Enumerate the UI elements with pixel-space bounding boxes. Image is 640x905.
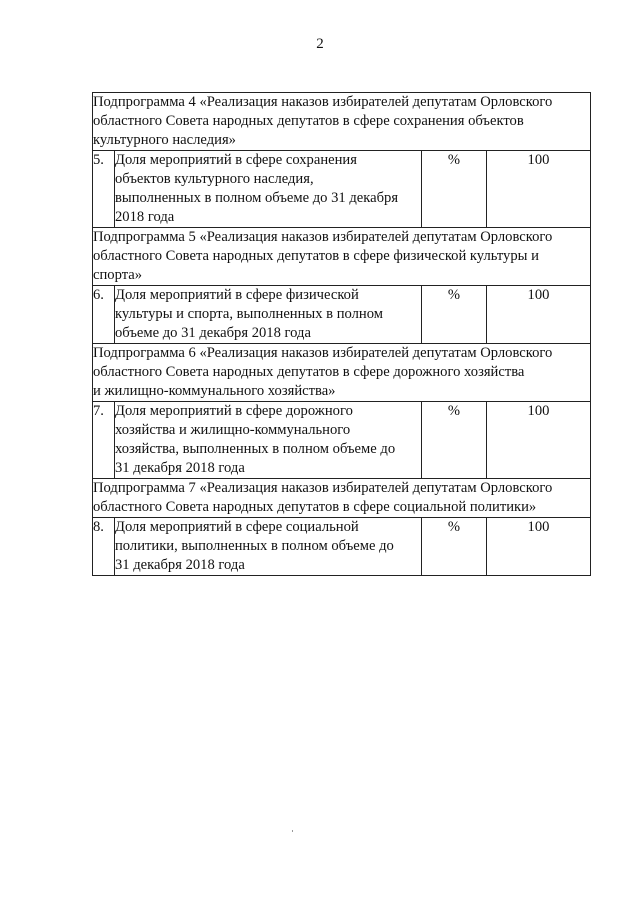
- scan-artifact: [292, 830, 293, 832]
- indicator-description: Доля мероприятий в сфере социальной политики, выполненных в полном объеме до 31 декабря 2018 года: [115, 518, 422, 576]
- value-cell: 100: [487, 402, 591, 479]
- subprogram-5-heading-row: [93, 228, 591, 286]
- subprogram-6-heading-row: [93, 344, 591, 402]
- subprogram-heading: Подпрограмма 6 «Реализация наказов избирателей депутатам Орловского областного Совета народных депутатов в сфере дорожного хозяйства и жилищно-коммунального хозяйства»: [93, 344, 591, 402]
- subprogram-heading: Подпрограмма 5 «Реализация наказов избирателей депутатам Орловского областного Совета народных депутатов в сфере физической культуры и спорта»: [93, 228, 591, 286]
- table-row: [93, 518, 591, 576]
- row-number: 5.: [93, 151, 115, 228]
- unit-cell: %: [422, 402, 487, 479]
- value-cell: 100: [487, 286, 591, 344]
- row-number: 7.: [93, 402, 115, 479]
- subprogram-4-heading-row: [93, 93, 591, 151]
- table-row: [93, 402, 591, 479]
- row-number: 8.: [93, 518, 115, 576]
- indicator-description: Доля мероприятий в сфере сохранения объектов культурного наследия, выполненных в полном объеме до 31 декабря 2018 года: [115, 151, 422, 228]
- indicators-table: [92, 92, 591, 576]
- value-cell: 100: [487, 151, 591, 228]
- value-cell: 100: [487, 518, 591, 576]
- unit-cell: %: [422, 286, 487, 344]
- table-row: [93, 286, 591, 344]
- row-number: 6.: [93, 286, 115, 344]
- table-row: [93, 151, 591, 228]
- indicator-description: Доля мероприятий в сфере физической культуры и спорта, выполненных в полном объеме до 31 декабря 2018 года: [115, 286, 422, 344]
- unit-cell: %: [422, 518, 487, 576]
- page-number: 2: [316, 36, 324, 52]
- unit-cell: %: [422, 151, 487, 228]
- indicator-description: Доля мероприятий в сфере дорожного хозяйства и жилищно-коммунального хозяйства, выполненных в полном объеме до 31 декабря 2018 года: [115, 402, 422, 479]
- subprogram-heading: Подпрограмма 7 «Реализация наказов избирателей депутатам Орловского областного Совета народных депутатов в сфере социальной политики»: [93, 479, 591, 518]
- subprogram-heading: Подпрограмма 4 «Реализация наказов избирателей депутатам Орловского областного Совета народных депутатов в сфере сохранения объектов культурного наследия»: [93, 93, 591, 151]
- subprogram-7-heading-row: [93, 479, 591, 518]
